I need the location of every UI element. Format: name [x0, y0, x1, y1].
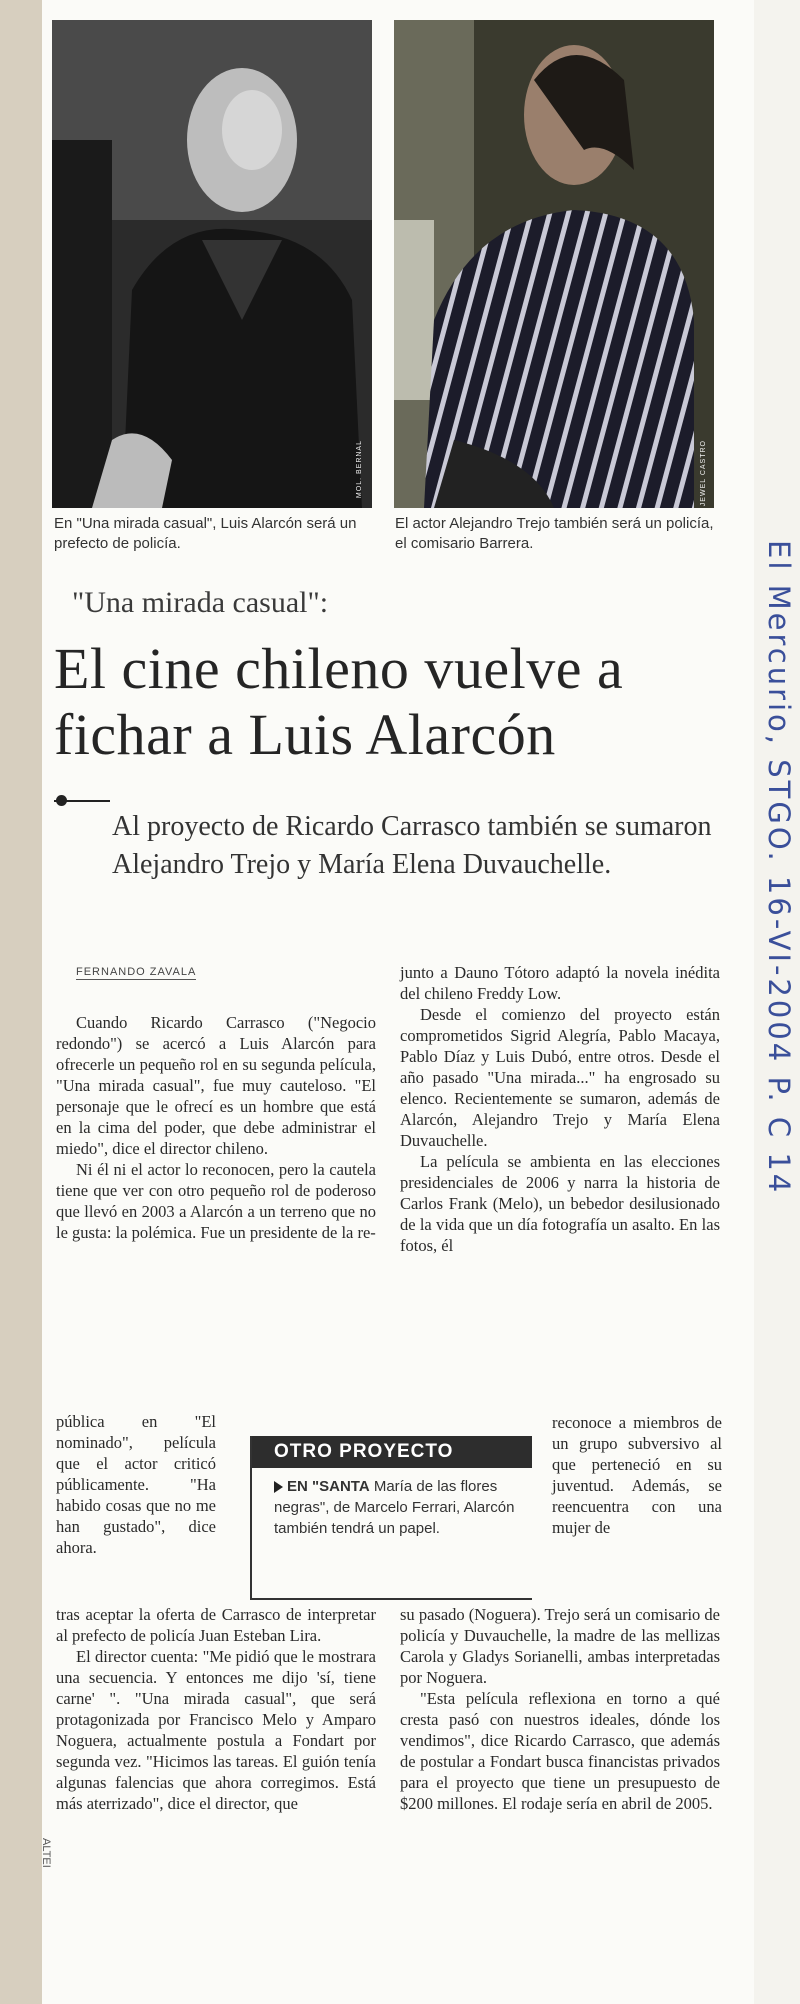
paragraph: El director cuenta: "Me pidió que le mostrara una secuencia. Y entonces me dijo 'sí, tiene carne' ". "Una mirada casual", que será protagonizada por Francisco Melo y Amparo Noguera, actualmente postula a Fondart por segunda vez. "Hicimos las tareas. El guión tenía algunas falencias que ahora corregimos. Está más aterrizado", dice el director, que	[56, 1647, 376, 1813]
article-deck: Al proyecto de Ricardo Carrasco también se sumaron Alejandro Trejo y María Elena Duvauchelle.	[112, 811, 712, 880]
article-byline: FERNANDO ZAVALA	[76, 966, 197, 978]
photo-credit-right: JEWEL CASTRO	[700, 440, 707, 507]
article-column-1-top	[56, 1012, 376, 1243]
article-column-1-bottom	[56, 1604, 376, 1814]
article-column-1-wrap	[56, 1411, 216, 1558]
triangle-arrow-icon	[274, 1481, 283, 1493]
paragraph: tras aceptar la oferta de Carrasco de interpretar al prefecto de policía Juan Esteban Lira.	[56, 1605, 376, 1645]
sidebar-title: OTRO PROYECTO	[252, 1436, 532, 1468]
article-column-2-bottom	[400, 1604, 720, 1814]
sidebar-text: María de las flores negras", de Marcelo Ferrari, Alarcón también tendrá un papel.	[274, 1478, 515, 1537]
paragraph: Cuando Ricardo Carrasco ("Negocio redondo") se acercó a Luis Alarcón para ofrecerle un pequeño rol en su segunda película, "Una mirada casual", fue muy cauteloso. "El personaje que le ofrecí es un hombre que está en la cima del poder, que debe administrar el miedo", dice el director chileno.	[56, 1013, 376, 1158]
sidebar-body	[252, 1468, 532, 1539]
article-headline: El cine chileno vuelve a fichar a Luis Alarcón	[54, 636, 624, 767]
paragraph: junto a Dauno Tótoro adaptó la novela inédita del chileno Freddy Low.	[400, 963, 720, 1003]
article-column-2-top	[400, 962, 720, 1256]
handwritten-source-note: El Mercurio, STGO. 16-VI-2004 P. C 14	[762, 540, 796, 1196]
paragraph: reconoce a miembros de un grupo subversivo al que perteneció en su juventud. Además, se reencuentra con una mujer de	[552, 1413, 722, 1537]
background-strip	[0, 0, 42, 2004]
edge-mark: ALTEI	[40, 1838, 52, 1868]
deck-rule	[54, 800, 110, 802]
paragraph: su pasado (Noguera). Trejo será un comisario de policía y Duvauchelle, la madre de las mellizas Carola y Gladys Sorianelli, ambas interpretadas por Noguera.	[400, 1605, 720, 1687]
paragraph: La película se ambienta en las elecciones presidenciales de 2006 y narra la historia de Carlos Frank (Melo), un bebedor desilusionado de la vida que un día fotografía un asalto. En las fotos, él	[400, 1152, 720, 1255]
paragraph: Desde el comienzo del proyecto están comprometidos Sigrid Alegría, Pablo Macaya, Pablo Díaz y Luis Dubó, entre otros. Desde el año pasado "Una mirada..." ha engrosado su elenco. Recientemente se sumaron, además de Alarcón, Alejandro Trejo y María Elena Duvauchelle.	[400, 1005, 720, 1150]
sidebar-otro-proyecto	[250, 1436, 532, 1600]
paragraph: "Esta película reflexiona en torno a qué cresta pasó con nuestros ideales, dónde los vendimos", dice Ricardo Carrasco, que además de postular a Fondart busca financistas privados para el proyecto que tiene un presupuesto de $200 millones. El rodaje sería en abril de 2005.	[400, 1689, 720, 1813]
photo-luis-alarcon	[52, 20, 372, 508]
photo-credit-left: MOL. BERNAL	[356, 440, 363, 499]
paragraph: pública en "El nominado", película que el actor criticó públicamente. "Ha habido cosas que no me han gustado", dice ahora.	[56, 1412, 216, 1557]
paragraph: Ni él ni el actor lo reconocen, pero la cautela tiene que ver con otro pequeño rol de poderoso que llevó en 2003 a Alarcón a un terreno que no le gusta: la polémica. Fue un presidente de la re-	[56, 1160, 376, 1242]
photo-caption-left: En "Una mirada casual", Luis Alarcón será un prefecto de policía.	[54, 515, 357, 552]
sidebar-lead: EN "SANTA	[287, 1478, 370, 1495]
article-column-2-wrap	[552, 1412, 722, 1538]
photo-caption-right: El actor Alejandro Trejo también será un policía, el comisario Barrera.	[395, 515, 714, 552]
photo-alejandro-trejo	[394, 20, 714, 508]
article-kicker: "Una mirada casual":	[72, 586, 329, 619]
